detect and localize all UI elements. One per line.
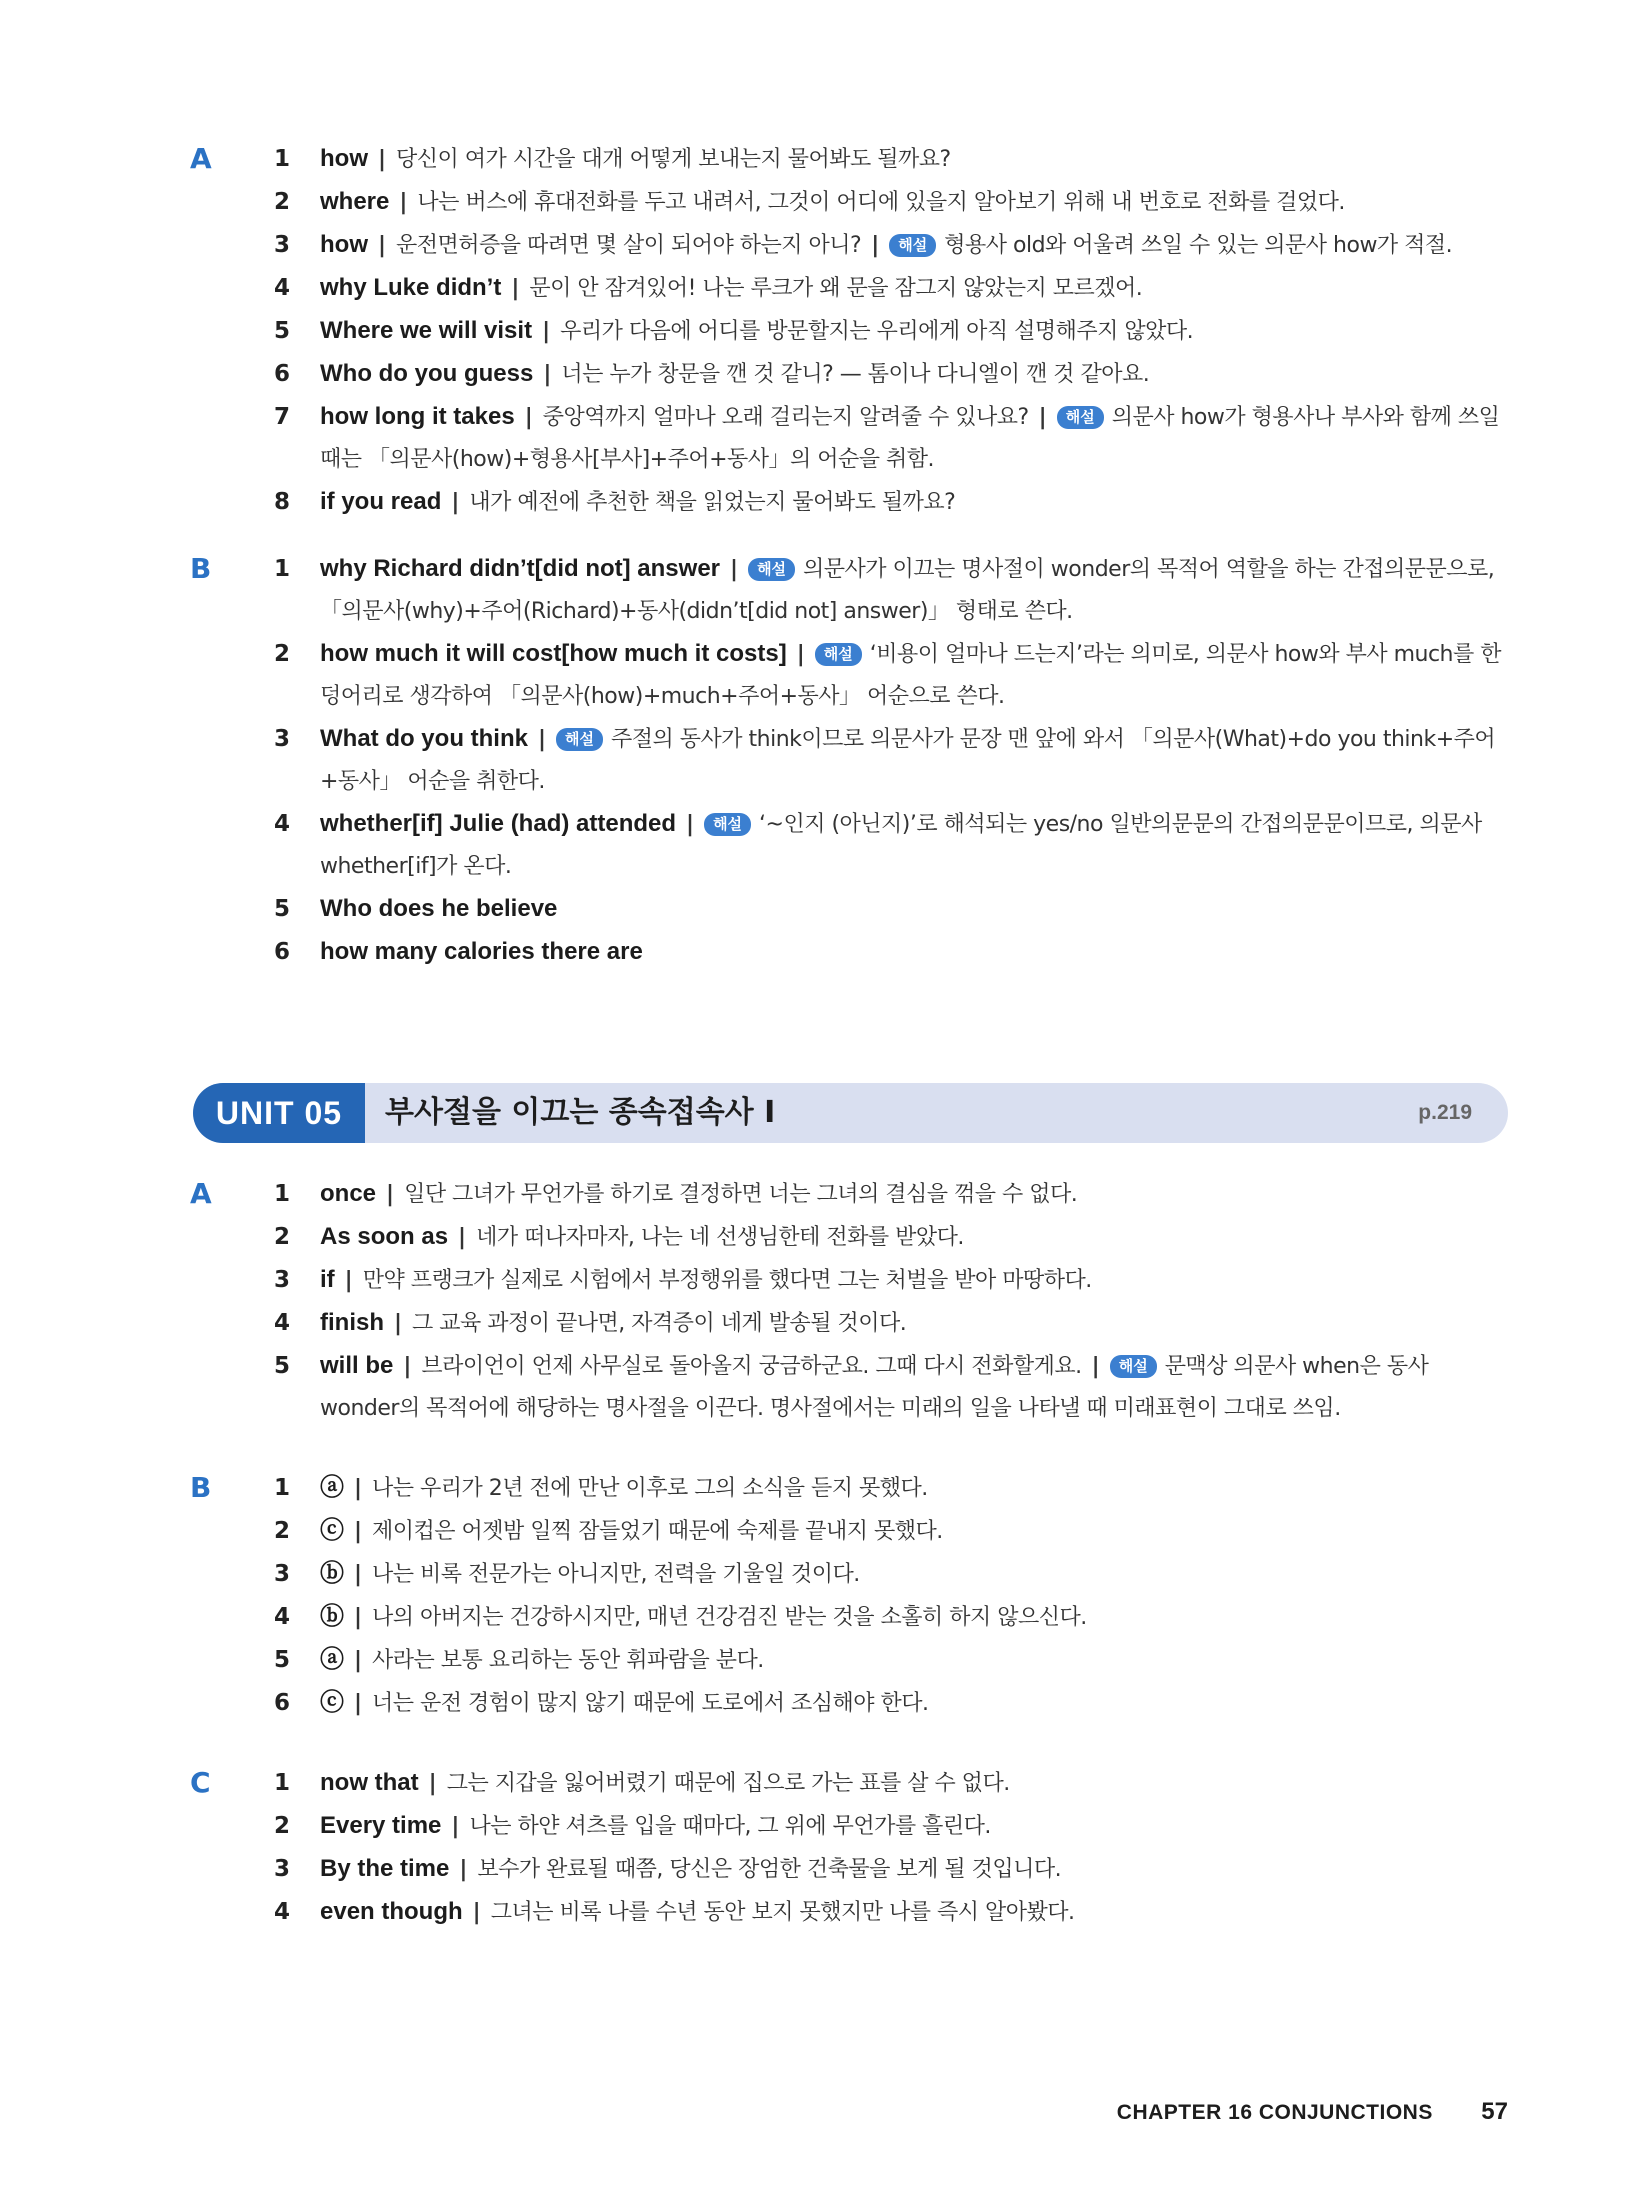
translation-text: 나의 아버지는 건강하시지만, 매년 건강검진 받는 것을 소홀히 하지 않으신다. (372, 1605, 1087, 1630)
answer-text: if you read (320, 488, 442, 515)
answer-item (190, 803, 1510, 888)
separator: | (542, 319, 551, 344)
answer-text: once (320, 1180, 377, 1207)
separator: | (399, 190, 408, 215)
item-number: 5 (274, 1353, 291, 1379)
separator: | (451, 1814, 460, 1839)
separator: | (428, 1771, 437, 1796)
translation-text: 나는 비록 전문가는 아니지만, 전력을 기울일 것이다. (372, 1562, 860, 1587)
item-number: 6 (274, 939, 291, 965)
separator: | (403, 1354, 412, 1379)
footer-chapter: CHAPTER 16 CONJUNCTIONS (1116, 2101, 1433, 2124)
item-number: 3 (274, 232, 291, 258)
answer-text: ⓐ (320, 1646, 344, 1673)
answer-section (190, 1173, 1510, 1430)
separator: | (730, 557, 739, 582)
item-number: 2 (274, 189, 291, 215)
separator: | (458, 1225, 467, 1250)
answer-text: What do you think (320, 725, 528, 752)
translation-text: 너는 누가 창문을 깬 것 같니? — 톰이나 다니엘이 깬 것 같아요. (561, 362, 1150, 387)
translation-text: 보수가 완료될 때쯤, 당신은 장엄한 건축물을 보게 될 것입니다. (477, 1857, 1062, 1882)
explanation-badge: 해설 (704, 813, 751, 836)
answer-item (190, 1259, 1510, 1302)
answer-item (190, 353, 1510, 396)
separator: | (344, 1268, 353, 1293)
answer-item (190, 1216, 1510, 1259)
answer-section (190, 1467, 1510, 1725)
item-number: 2 (274, 1224, 291, 1250)
item-number: 1 (274, 1181, 291, 1207)
answer-text: Who does he believe (320, 895, 558, 922)
answer-text: why Richard didn’t[did not] answer (320, 555, 721, 582)
explanation-text: 의문사 how가 형용사나 부사와 함께 쓰일 때는 「의문사(how)+형용사[부사]+주어+동사」의 어순을 취함. (320, 405, 1500, 472)
item-number: 3 (274, 1561, 291, 1587)
answer-item (190, 1762, 1510, 1805)
answer-text: even though (320, 1898, 463, 1925)
translation-text: 일단 그녀가 무언가를 하기로 결정하면 너는 그녀의 결심을 꺾을 수 없다. (404, 1182, 1078, 1207)
answer-text: Where we will visit (320, 317, 533, 344)
unit-header (193, 1083, 1508, 1143)
separator: | (354, 1691, 363, 1716)
answer-text: ⓒ (320, 1689, 344, 1716)
answer-text: ⓑ (320, 1560, 344, 1587)
answer-item (190, 718, 1510, 803)
separator: | (354, 1605, 363, 1630)
separator: | (1038, 405, 1047, 430)
answer-text: Every time (320, 1812, 442, 1839)
unit-title: 부사절을 이끄는 종속접속사 Ⅰ (385, 1095, 776, 1130)
translation-text: 너는 운전 경험이 많지 않기 때문에 도로에서 조심해야 한다. (372, 1691, 929, 1716)
separator: | (459, 1857, 468, 1882)
item-number: 1 (274, 556, 291, 582)
answer-text: where (320, 188, 390, 215)
item-number: 4 (274, 1310, 291, 1336)
item-number: 4 (274, 1604, 291, 1630)
translation-text: 브라이언이 언제 사무실로 돌아올지 궁금하군요. 그때 다시 전화할게요. (421, 1354, 1082, 1379)
separator: | (386, 1182, 395, 1207)
explanation-text: 형용사 old와 어울려 쓰일 수 있는 의문사 how가 적절. (944, 233, 1453, 258)
section-letter: B (190, 552, 212, 585)
answer-item (190, 1639, 1510, 1682)
translation-text: 나는 하얀 셔츠를 입을 때마다, 그 위에 무언가를 흘린다. (469, 1814, 991, 1839)
answer-text: whether[if] Julie (had) attended (320, 810, 677, 837)
answer-text: ⓐ (320, 1474, 344, 1501)
answer-item (190, 267, 1510, 310)
answer-text: now that (320, 1769, 419, 1796)
translation-text: 운전면허증을 따려면 몇 살이 되어야 하는지 아니? (396, 233, 862, 258)
item-number: 3 (274, 726, 291, 752)
translation-text: 나는 버스에 휴대전화를 두고 내려서, 그것이 어디에 있을지 알아보기 위해 내 번호로 전화를 걸었다. (417, 190, 1345, 215)
item-number: 8 (274, 489, 291, 515)
answer-item (190, 1682, 1510, 1725)
item-number: 2 (274, 1518, 291, 1544)
explanation-text: ‘~인지 (아닌지)’로 해석되는 yes/no 일반의문문의 간접의문문이므로, 의문사 whether[if]가 온다. (320, 812, 1482, 879)
answer-item (190, 1173, 1510, 1216)
explanation-badge: 해설 (748, 558, 795, 581)
answer-text: why Luke didn’t (320, 274, 502, 301)
unit-page-ref: p.219 (1418, 1101, 1472, 1124)
answer-item (190, 931, 1510, 974)
translation-text: 제이컵은 어젯밤 일찍 잠들었기 때문에 숙제를 끝내지 못했다. (372, 1519, 943, 1544)
separator: | (451, 490, 460, 515)
answer-text: how (320, 231, 368, 258)
item-number: 5 (274, 1647, 291, 1673)
separator: | (511, 276, 520, 301)
unit-label: UNIT 05 (193, 1083, 365, 1143)
explanation-text: ‘비용이 얼마나 드는지’라는 의미로, 의문사 how와 부사 much를 한 덩어리로 생각하여 「의문사(how)+much+주어+동사」 어순으로 쓴다. (320, 642, 1501, 709)
separator: | (378, 233, 387, 258)
item-number: 4 (274, 1899, 291, 1925)
translation-text: 우리가 다음에 어디를 방문할지는 우리에게 아직 설명해주지 않았다. (560, 319, 1194, 344)
explanation-badge: 해설 (556, 728, 603, 751)
answer-item (190, 888, 1510, 931)
separator: | (354, 1562, 363, 1587)
item-number: 6 (274, 1690, 291, 1716)
separator: | (1091, 1354, 1100, 1379)
item-number: 2 (274, 641, 291, 667)
translation-text: 그 교육 과정이 끝나면, 자격증이 네게 발송될 것이다. (412, 1311, 907, 1336)
explanation-text: 의문사가 이끄는 명사절이 wonder의 목적어 역할을 하는 간접의문문으로, 「의문사(why)+주어(Richard)+동사(didn’t[did not] answer)」 형태로 쓴다. (320, 557, 1495, 624)
answer-section (190, 548, 1510, 974)
item-number: 6 (274, 361, 291, 387)
answer-item (190, 1302, 1510, 1345)
answer-text: Who do you guess (320, 360, 534, 387)
answer-item (190, 181, 1510, 224)
section-letter: A (190, 1177, 212, 1210)
separator: | (537, 727, 547, 752)
answer-item (190, 138, 1510, 181)
item-number: 4 (274, 811, 291, 837)
explanation-badge: 해설 (1057, 406, 1104, 429)
section-letter: A (190, 142, 212, 175)
item-number: 3 (274, 1267, 291, 1293)
answer-text: how much it will cost[how much it costs] (320, 640, 787, 667)
translation-text: 그는 지갑을 잃어버렸기 때문에 집으로 가는 표를 살 수 없다. (446, 1771, 1010, 1796)
explanation-badge: 해설 (889, 234, 936, 257)
translation-text: 사라는 보통 요리하는 동안 휘파람을 분다. (372, 1648, 764, 1673)
item-number: 5 (274, 318, 291, 344)
answer-item (190, 1553, 1510, 1596)
separator: | (354, 1476, 363, 1501)
separator: | (524, 405, 533, 430)
answer-section (190, 138, 1510, 524)
separator: | (686, 812, 695, 837)
translation-text: 그녀는 비록 나를 수년 동안 보지 못했지만 나를 즉시 알아봤다. (490, 1900, 1075, 1925)
answer-text: if (320, 1266, 335, 1293)
answer-item (190, 1467, 1510, 1510)
answer-item (190, 1805, 1510, 1848)
item-number: 7 (274, 404, 291, 430)
separator: | (354, 1648, 363, 1673)
separator: | (796, 642, 805, 667)
answer-item (190, 633, 1510, 718)
answer-text: will be (320, 1352, 394, 1379)
answer-item (190, 1596, 1510, 1639)
answer-item (190, 548, 1510, 633)
explanation-text: 주절의 동사가 think이므로 의문사가 문장 맨 앞에 와서 「의문사(What)+do you think+주어+동사」 어순을 취한다. (320, 727, 1496, 794)
answer-text: how (320, 145, 368, 172)
answer-text: how many calories there are (320, 938, 643, 965)
answer-item (190, 481, 1510, 524)
answer-text: By the time (320, 1855, 450, 1882)
translation-text: 만약 프랭크가 실제로 시험에서 부정행위를 했다면 그는 처벌을 받아 마땅하다. (362, 1268, 1092, 1293)
item-number: 1 (274, 1475, 291, 1501)
item-number: 3 (274, 1856, 291, 1882)
item-number: 2 (274, 1813, 291, 1839)
explanation-badge: 해설 (815, 643, 862, 666)
answer-item (190, 310, 1510, 353)
translation-text: 문이 안 잠겨있어! 나는 루크가 왜 문을 잠그지 않았는지 모르겠어. (529, 276, 1143, 301)
answer-text: ⓑ (320, 1603, 344, 1630)
answer-item (190, 1891, 1510, 1934)
separator: | (394, 1311, 403, 1336)
section-letter: B (190, 1471, 212, 1504)
answer-text: ⓒ (320, 1517, 344, 1544)
item-number: 1 (274, 1770, 291, 1796)
answer-item (190, 1848, 1510, 1891)
item-number: 5 (274, 896, 291, 922)
separator: | (354, 1519, 363, 1544)
separator: | (378, 147, 387, 172)
answer-item (190, 1345, 1510, 1430)
separator: | (543, 362, 552, 387)
separator: | (472, 1900, 481, 1925)
answer-text: how long it takes (320, 403, 515, 430)
explanation-badge: 해설 (1110, 1355, 1157, 1378)
page-footer (1117, 2098, 1508, 2126)
answer-item (190, 224, 1510, 267)
explanation-text: 문맥상 의문사 when은 동사 wonder의 목적어에 해당하는 명사절을 이끈다. 명사절에서는 미래의 일을 나타낼 때 미래표현이 그대로 쓰임. (320, 1354, 1429, 1421)
section-letter: C (190, 1766, 211, 1799)
answer-text: As soon as (320, 1223, 449, 1250)
page-number: 57 (1481, 2098, 1508, 2125)
item-number: 4 (274, 275, 291, 301)
separator: | (871, 233, 880, 258)
item-number: 1 (274, 146, 291, 172)
translation-text: 중앙역까지 얼마나 오래 걸리는지 알려줄 수 있나요? (542, 405, 1029, 430)
translation-text: 네가 떠나자마자, 나는 네 선생님한테 전화를 받았다. (476, 1225, 964, 1250)
answer-item (190, 1510, 1510, 1553)
answer-item (190, 396, 1510, 481)
translation-text: 내가 예전에 추천한 책을 읽었는지 물어봐도 될까요? (469, 490, 956, 515)
answer-text: finish (320, 1309, 384, 1336)
translation-text: 나는 우리가 2년 전에 만난 이후로 그의 소식을 듣지 못했다. (372, 1476, 928, 1501)
translation-text: 당신이 여가 시간을 대개 어떻게 보내는지 물어봐도 될까요? (396, 147, 951, 172)
answer-section (190, 1762, 1510, 1934)
